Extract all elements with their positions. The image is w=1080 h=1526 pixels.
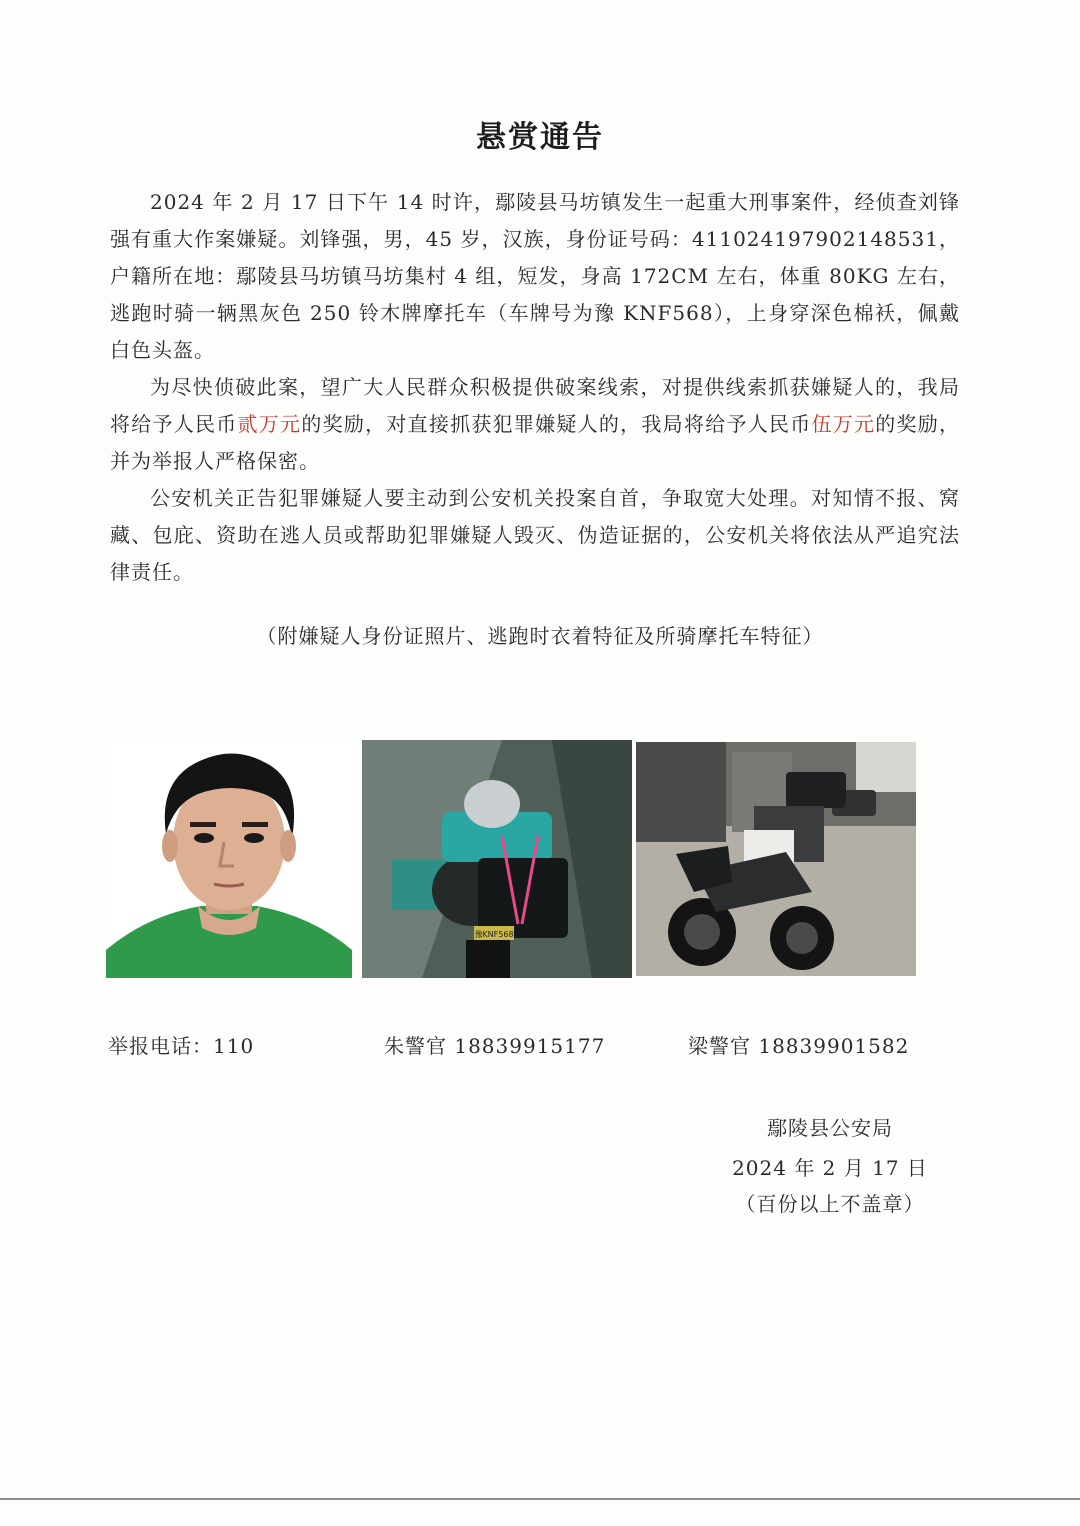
seal-note: （百份以上不盖章）	[735, 1192, 925, 1216]
hotline: 举报电话：110	[108, 1034, 255, 1058]
license-plate-text: 豫KNF568	[474, 930, 514, 939]
attachment-note: （附嫌疑人身份证照片、逃跑时衣着特征及所骑摩托车特征）	[256, 624, 824, 648]
reward-text-b: 的奖励，对直接抓获犯罪嫌疑人的，我局将给予人民币	[301, 412, 812, 436]
issue-date: 2024 年 2 月 17 日	[732, 1156, 928, 1180]
reward-amount-capture: 伍万元	[811, 412, 876, 436]
bottom-rule	[0, 1498, 1080, 1500]
reward-text-a: 为尽快侦破此案，望广大人民群众积极提供破案线索，对提供线索抓获嫌疑人的，我局将给予人民币	[110, 375, 960, 436]
reward-amount-clue: 贰万元	[237, 412, 302, 436]
paragraph-warning: 公安机关正告犯罪嫌疑人要主动到公安机关投案自首，争取宽大处理。对知情不报、窝藏、包庇、资助在逃人员或帮助犯罪嫌疑人毁灭、伪造证据的，公安机关将依法从严追究法律责任。	[110, 486, 960, 584]
motorcycle-photo-rear	[362, 740, 632, 978]
issuer-name: 鄢陵县公安局	[767, 1116, 893, 1140]
paragraph-case-details: 2024 年 2 月 17 日下午 14 时许，鄢陵县马坊镇发生一起重大刑事案件，经侦查刘锋强有重大作案嫌疑。刘锋强，男，45 岁，汉族，身份证号码：411024197902148531，户籍所在地：鄢陵县马坊镇马坊集村 4 组，短发，身高 172CM 左右，体重 80KG 左右，逃跑时骑一辆黑灰色 250 铃木牌摩托车（车牌号为豫 KNF568），上身穿深色棉袄，佩戴白色头盔。	[110, 190, 960, 362]
notice-title: 悬赏通告	[476, 120, 604, 155]
notice-body	[110, 184, 960, 591]
paragraph-reward	[110, 369, 960, 480]
officer-zhu-phone: 朱警官 18839915177	[384, 1034, 606, 1058]
motorcycle-side-image	[636, 742, 916, 976]
reward-text-c: 的奖励，并为举报人严格保密。	[110, 412, 961, 473]
motorcycle-photo-side	[636, 742, 916, 976]
officer-liang-phone: 梁警官 18839901582	[688, 1034, 910, 1058]
motorcycle-rear-image	[362, 740, 632, 978]
suspect-face-image	[106, 738, 352, 978]
suspect-id-photo	[106, 738, 352, 978]
